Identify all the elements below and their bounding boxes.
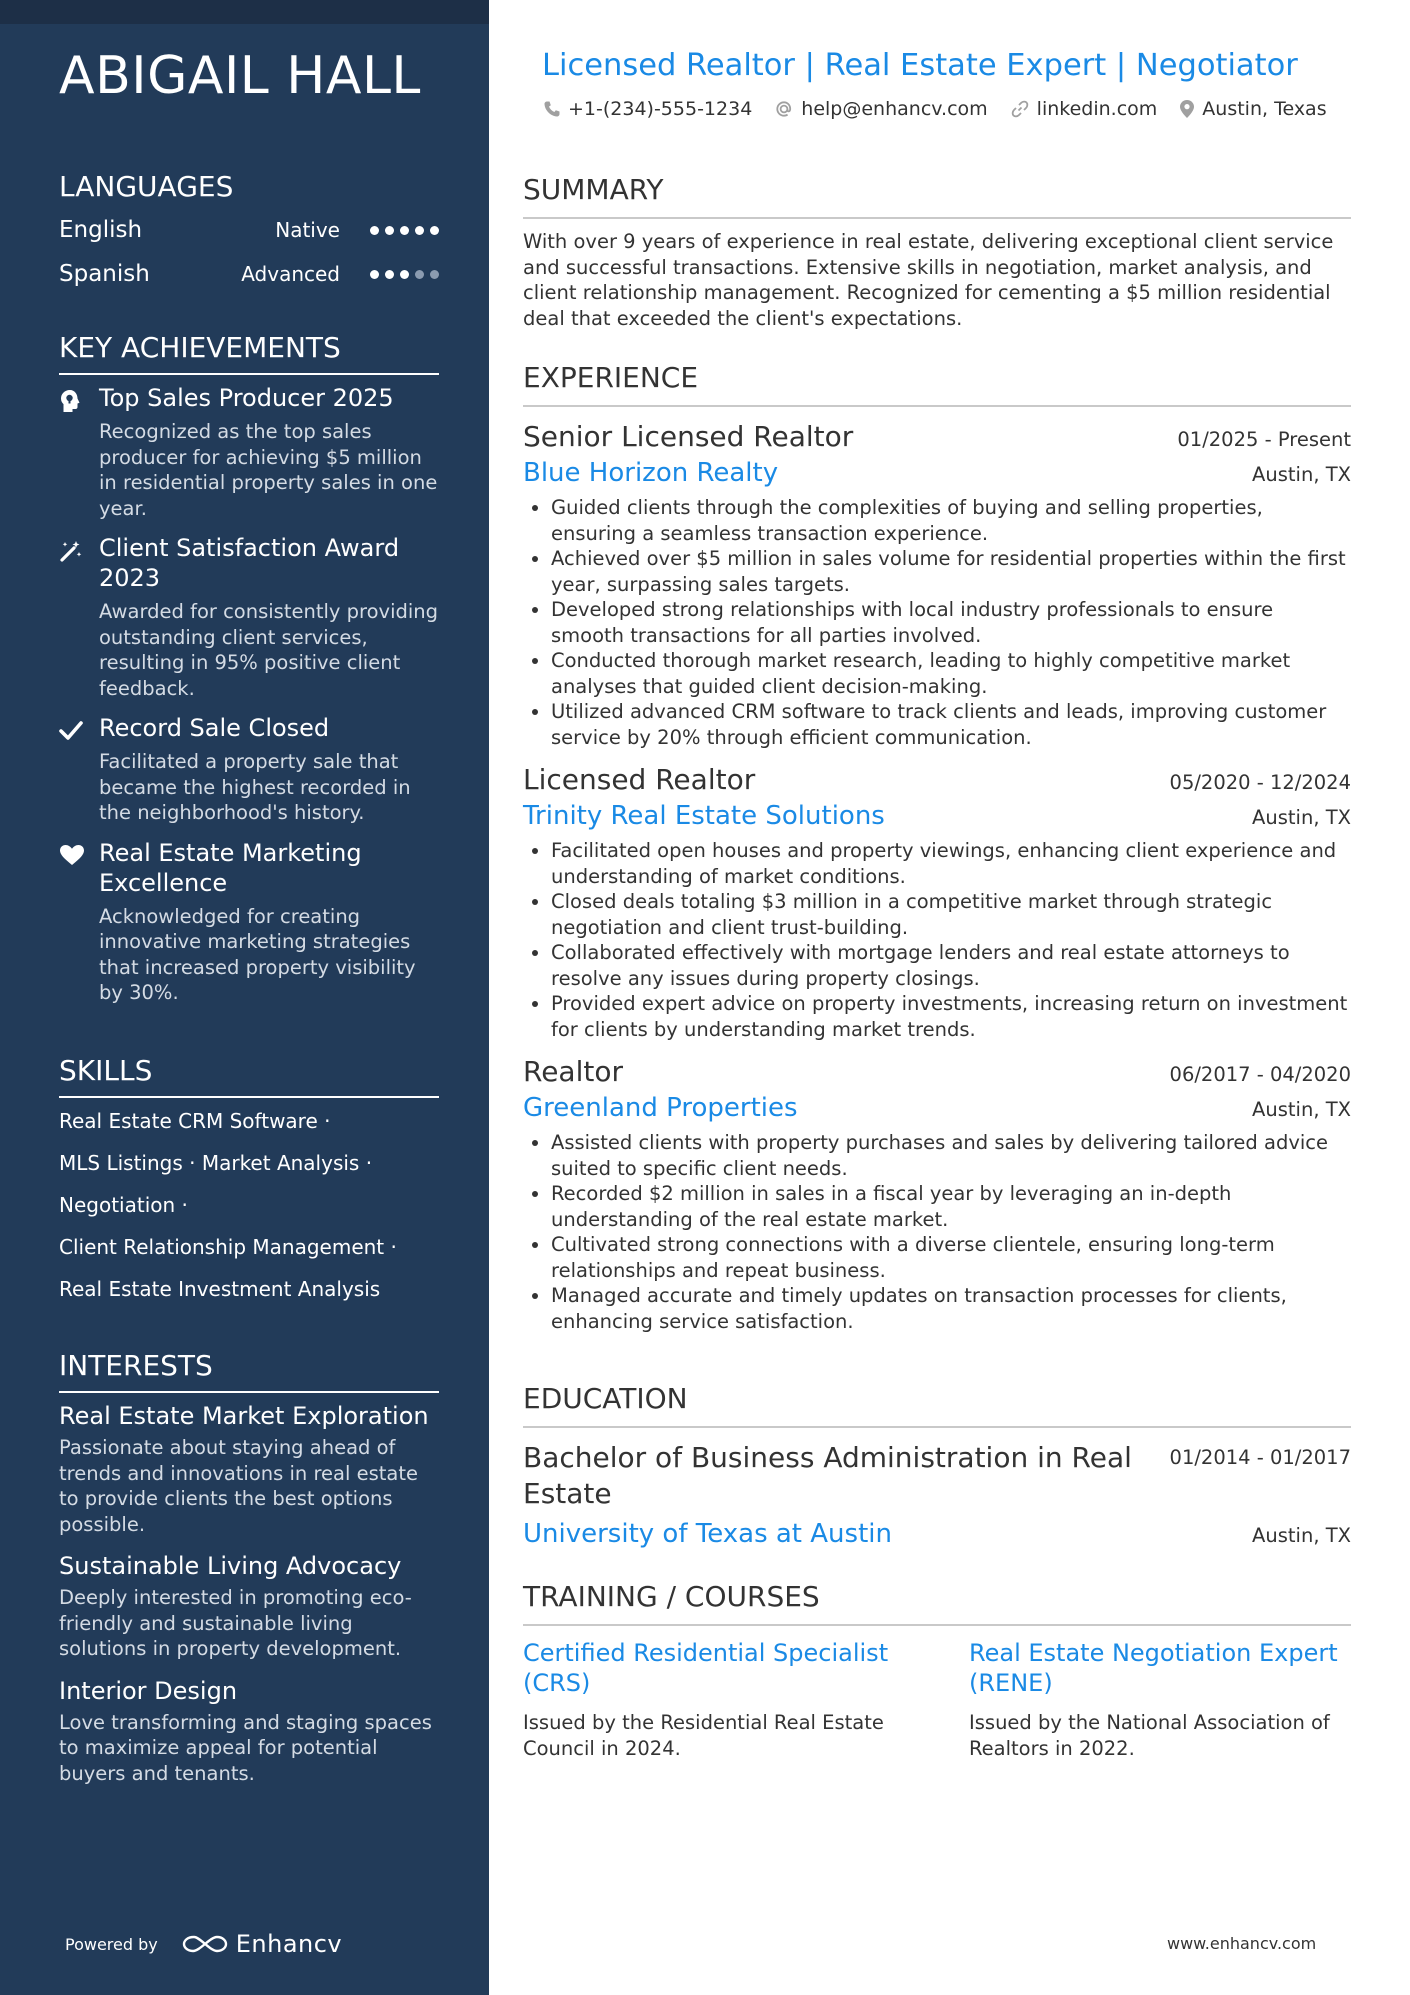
job-bullet: • Assisted clients with property purchases and sales by delivering tailored advice suited to specific client needs. bbox=[551, 1130, 1351, 1181]
course-item bbox=[523, 1638, 905, 1761]
skills-heading: SKILLS bbox=[59, 1054, 439, 1098]
job-company[interactable]: Greenland Properties bbox=[523, 1093, 798, 1123]
achievements-heading: KEY ACHIEVEMENTS bbox=[59, 331, 439, 375]
job-bullets bbox=[523, 495, 1351, 750]
powered-by bbox=[65, 1930, 342, 1958]
contact-email[interactable] bbox=[774, 98, 987, 120]
job-bullet: • Managed accurate and timely updates on transaction processes for clients, enhancing service satisfaction. bbox=[551, 1283, 1351, 1334]
skills-section bbox=[59, 1054, 439, 1310]
job-bullet: • Guided clients through the complexities of buying and selling properties, ensuring a seamless transaction experience. bbox=[551, 495, 1351, 546]
interests-heading: INTERESTS bbox=[59, 1349, 439, 1393]
phone-icon bbox=[543, 100, 561, 118]
course-title[interactable]: Real Estate Negotiation Expert (RENE) bbox=[969, 1639, 1338, 1697]
proficiency-dot bbox=[370, 226, 379, 235]
language-name: Spanish bbox=[59, 261, 150, 287]
enhancv-logo[interactable] bbox=[182, 1930, 342, 1958]
achievement-description: Awarded for consistently providing outstanding client services, resulting in 95% positive client feedback. bbox=[99, 600, 439, 700]
experience-section bbox=[523, 361, 1351, 1334]
proficiency-dot bbox=[385, 226, 394, 235]
head-lightbulb-icon bbox=[59, 383, 99, 521]
summary-heading: SUMMARY bbox=[523, 173, 1351, 219]
achievement-description: Facilitated a property sale that became the highest recorded in the neighborhood's history. bbox=[99, 750, 411, 824]
achievement-title: Client Satisfaction Award 2023 bbox=[99, 534, 400, 592]
job-bullet: • Collaborated effectively with mortgage lenders and real estate attorneys to resolve any issues during property closings. bbox=[551, 940, 1351, 991]
education-location: Austin, TX bbox=[1252, 1524, 1351, 1547]
job-bullet: • Utilized advanced CRM software to track clients and leads, improving customer service by 20% through efficient communication. bbox=[551, 699, 1351, 750]
enhancv-brand-name: Enhancv bbox=[235, 1930, 343, 1958]
skill-line: Negotiation · bbox=[59, 1193, 188, 1217]
job-bullet: • Facilitated open houses and property viewings, enhancing client experience and understanding of market conditions. bbox=[551, 838, 1351, 889]
contact-bar bbox=[543, 98, 1327, 120]
job-bullet: • Recorded $2 million in sales in a fiscal year by leveraging an in-depth understanding of the real estate market. bbox=[551, 1181, 1351, 1232]
headline: Licensed Realtor | Real Estate Expert | Negotiator bbox=[542, 48, 1298, 83]
sidebar bbox=[0, 0, 489, 1995]
location-text: Austin, Texas bbox=[1202, 98, 1327, 120]
interest-title: Real Estate Market Exploration bbox=[59, 1402, 429, 1430]
job-title: Realtor bbox=[523, 1055, 623, 1088]
skill-line: Real Estate Investment Analysis bbox=[59, 1277, 381, 1301]
interests-section bbox=[59, 1349, 439, 1786]
job-entry bbox=[523, 762, 1351, 1042]
job-entry bbox=[523, 419, 1351, 750]
achievements-section bbox=[59, 331, 439, 1006]
job-location: Austin, TX bbox=[1252, 463, 1351, 486]
job-bullet: • Developed strong relationships with local industry professionals to ensure smooth transactions for all parties involved. bbox=[551, 597, 1351, 648]
phone-text: +1-(234)-555-1234 bbox=[568, 98, 753, 120]
job-location: Austin, TX bbox=[1252, 1098, 1351, 1121]
training-section bbox=[523, 1580, 1351, 1761]
achievement-item bbox=[59, 383, 439, 521]
experience-heading: EXPERIENCE bbox=[523, 361, 1351, 407]
proficiency-dot bbox=[415, 226, 424, 235]
languages-heading: LANGUAGES bbox=[59, 170, 234, 203]
job-bullet: • Achieved over $5 million in sales volume for residential properties within the first year, surpassing sales targets. bbox=[551, 546, 1351, 597]
achievement-description: Recognized as the top sales producer for achieving $5 million in residential property sales in one year. bbox=[99, 420, 438, 520]
proficiency-dot-empty bbox=[430, 270, 439, 279]
language-row bbox=[59, 252, 439, 296]
course-title[interactable]: Certified Residential Specialist (CRS) bbox=[523, 1639, 889, 1697]
proficiency-dot bbox=[370, 270, 379, 279]
education-dates: 01/2014 - 01/2017 bbox=[1169, 1446, 1351, 1469]
language-level: Native bbox=[275, 218, 340, 242]
language-level: Advanced bbox=[241, 262, 340, 286]
footer-url[interactable]: www.enhancv.com bbox=[1167, 1934, 1317, 1953]
education-entry bbox=[523, 1440, 1351, 1552]
degree-title: Bachelor of Business Administration in Real Estate bbox=[523, 1441, 1132, 1510]
course-description: Issued by the Residential Real Estate Council in 2024. bbox=[523, 1711, 884, 1760]
achievement-item bbox=[59, 533, 439, 701]
skill-line: Real Estate CRM Software · bbox=[59, 1109, 331, 1133]
achievement-item bbox=[59, 713, 439, 826]
school-name[interactable]: University of Texas at Austin bbox=[523, 1519, 892, 1549]
interest-item bbox=[59, 1401, 439, 1537]
job-dates: 01/2025 - Present bbox=[1177, 428, 1351, 451]
sidebar-top-bar bbox=[0, 0, 489, 24]
achievement-title: Top Sales Producer 2025 bbox=[99, 384, 394, 412]
job-bullet: • Closed deals totaling $3 million in a competitive market through strategic negotiation and client trust-building. bbox=[551, 889, 1351, 940]
summary-text: With over 9 years of experience in real estate, delivering exceptional client service and successful transactions. Extensive skills in negotiation, market analysis, and client relationship management. Recognized for cementing a $5 million residential deal that exceeded the client's expectations. bbox=[523, 230, 1334, 330]
job-dates: 06/2017 - 04/2020 bbox=[1169, 1063, 1351, 1086]
location-pin-icon bbox=[1179, 99, 1195, 119]
magic-wand-icon bbox=[59, 533, 99, 701]
skill-line: Client Relationship Management · bbox=[59, 1235, 397, 1259]
heart-icon bbox=[59, 838, 99, 1006]
job-bullet: • Cultivated strong connections with a diverse clientele, ensuring long-term relationships and repeat business. bbox=[551, 1232, 1351, 1283]
job-dates: 05/2020 - 12/2024 bbox=[1169, 771, 1351, 794]
proficiency-dot bbox=[400, 226, 409, 235]
job-title: Senior Licensed Realtor bbox=[523, 420, 854, 453]
education-heading: EDUCATION bbox=[523, 1382, 1351, 1428]
interest-description: Deeply interested in promoting eco-friendly and sustainable living solutions in property development. bbox=[59, 1586, 412, 1660]
language-proficiency-dots bbox=[370, 226, 439, 235]
achievement-title: Real Estate Marketing Excellence bbox=[99, 838, 362, 897]
interest-title: Sustainable Living Advocacy bbox=[59, 1552, 402, 1580]
link-icon bbox=[1010, 99, 1030, 119]
checkmark-icon bbox=[59, 713, 99, 826]
email-text: help@enhancv.com bbox=[801, 98, 988, 120]
course-description: Issued by the National Association of Realtors in 2022. bbox=[969, 1711, 1330, 1760]
proficiency-dot bbox=[385, 270, 394, 279]
linkedin-text: linkedin.com bbox=[1036, 98, 1158, 120]
proficiency-dot bbox=[400, 270, 409, 279]
job-company[interactable]: Trinity Real Estate Solutions bbox=[523, 801, 885, 831]
job-bullet: • Provided expert advice on property investments, increasing return on investment for clients by understanding market trends. bbox=[551, 991, 1351, 1042]
achievement-item bbox=[59, 838, 439, 1006]
job-location: Austin, TX bbox=[1252, 806, 1351, 829]
proficiency-dot bbox=[430, 226, 439, 235]
at-sign-icon bbox=[774, 99, 794, 119]
course-item bbox=[969, 1638, 1351, 1761]
contact-linkedin[interactable] bbox=[1010, 98, 1158, 120]
job-title: Licensed Realtor bbox=[523, 763, 756, 796]
contact-phone[interactable] bbox=[543, 98, 752, 120]
achievement-description: Acknowledged for creating innovative marketing strategies that increased property visibility by 30%. bbox=[99, 904, 416, 1004]
contact-location bbox=[1179, 98, 1326, 120]
proficiency-dot-empty bbox=[415, 270, 424, 279]
job-bullets bbox=[523, 1130, 1351, 1334]
job-company[interactable]: Blue Horizon Realty bbox=[523, 458, 779, 488]
achievement-title: Record Sale Closed bbox=[99, 714, 330, 742]
training-heading: TRAINING / COURSES bbox=[523, 1580, 1351, 1626]
languages-section bbox=[59, 170, 439, 296]
language-row bbox=[59, 208, 439, 252]
interest-description: Passionate about staying ahead of trends and innovations in real estate to provide clients the best options possible. bbox=[59, 1436, 418, 1536]
language-proficiency-dots bbox=[370, 270, 439, 279]
education-section bbox=[523, 1382, 1351, 1552]
enhancv-logo-icon bbox=[182, 1933, 228, 1955]
candidate-name: ABIGAIL HALL bbox=[59, 46, 421, 106]
job-bullet: • Conducted thorough market research, leading to highly competitive market analyses that guided client decision-making. bbox=[551, 648, 1351, 699]
interest-item bbox=[59, 1676, 439, 1787]
summary-section bbox=[523, 173, 1351, 331]
interest-item bbox=[59, 1551, 439, 1662]
job-entry bbox=[523, 1054, 1351, 1334]
interest-title: Interior Design bbox=[59, 1676, 238, 1705]
interest-description: Love transforming and staging spaces to maximize appeal for potential buyers and tenants. bbox=[59, 1710, 432, 1785]
powered-by-label: Powered by bbox=[65, 1934, 158, 1954]
skill-line: MLS Listings · Market Analysis · bbox=[59, 1151, 373, 1175]
language-name: English bbox=[59, 217, 143, 243]
job-bullets bbox=[523, 838, 1351, 1042]
